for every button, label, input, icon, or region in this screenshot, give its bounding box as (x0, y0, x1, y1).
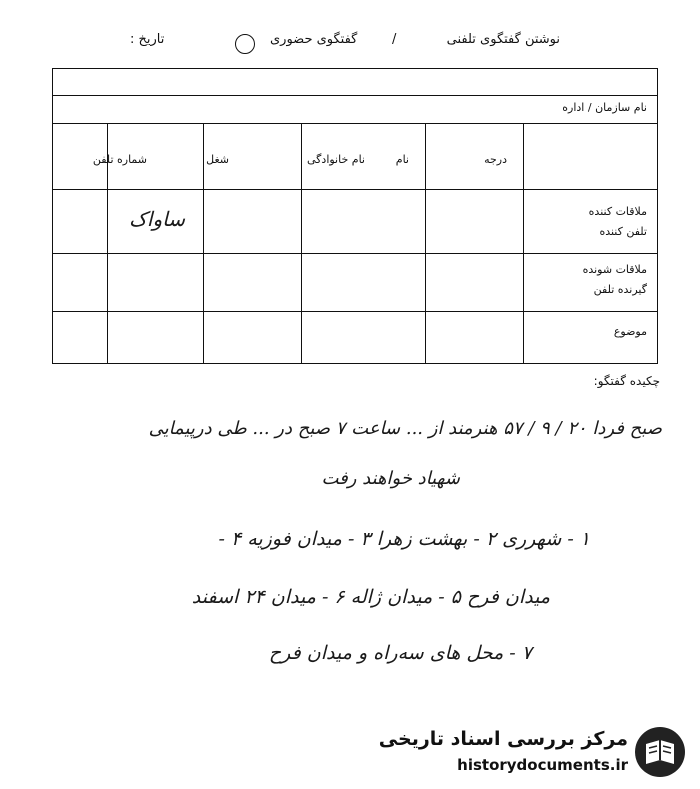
checkbox-circle-icon (235, 34, 255, 54)
handwritten-line-2: شهیاد خواهند رفت (321, 468, 460, 489)
column-last-name: نام خانوادگی (307, 153, 365, 166)
handwritten-line-4: میدان فرح ۵ - میدان ژاله ۶ - میدان ۲۴ اسفند (191, 586, 550, 608)
column-job: شغل (206, 153, 229, 166)
date-label: تاریخ : (130, 32, 165, 47)
form-table (52, 68, 658, 364)
row-visitor-label: ملاقات کننده (588, 205, 647, 218)
watermark-url: historydocuments.ir (457, 756, 628, 774)
column-rank: درجه (484, 153, 507, 166)
type-option-phone: نوشتن گفتگوی تلفنی (446, 32, 560, 47)
watermark (378, 726, 690, 782)
handwritten-job: ساواک (129, 207, 185, 231)
table-rule (523, 123, 524, 363)
table-rule (53, 123, 657, 124)
row-visited-label: ملاقات شونده (582, 263, 647, 276)
handwritten-line-5: ۷ - محل های سه‌راه و میدان فرح (268, 642, 532, 664)
table-rule (53, 189, 657, 190)
type-option-in-person: گفتگوی حضوری (270, 32, 358, 47)
row-caller-label: تلفن کننده (599, 225, 647, 238)
watermark-title: مرکز بررسی اسناد تاریخی (378, 728, 628, 750)
table-rule (301, 123, 302, 363)
table-rule (53, 253, 657, 254)
table-rule (425, 123, 426, 363)
org-label: نام سازمان / اداره (562, 101, 647, 114)
column-first-name: نام (395, 153, 409, 166)
table-rule (53, 95, 657, 96)
summary-label: چکیده گفتگو: (593, 374, 660, 388)
table-rule (203, 123, 204, 363)
handwritten-line-3: ۱ - شهرری ۲ - بهشت زهرا ۳ - میدان فوزیه ۴ - (218, 528, 590, 550)
row-subject-label: موضوع (613, 325, 647, 338)
header-separator: / (392, 32, 397, 47)
row-receiver-label: گیرنده تلفن (593, 283, 647, 296)
book-logo-icon (634, 726, 686, 778)
form-header (130, 32, 560, 56)
table-rule (53, 311, 657, 312)
handwritten-line-1: صبح فردا ۲۰ / ۹ / ۵۷ هنرمند از ... ساعت ۷ صبح در ... طی درپیمایی (148, 418, 662, 439)
column-phone: شماره تلفن (92, 153, 147, 166)
